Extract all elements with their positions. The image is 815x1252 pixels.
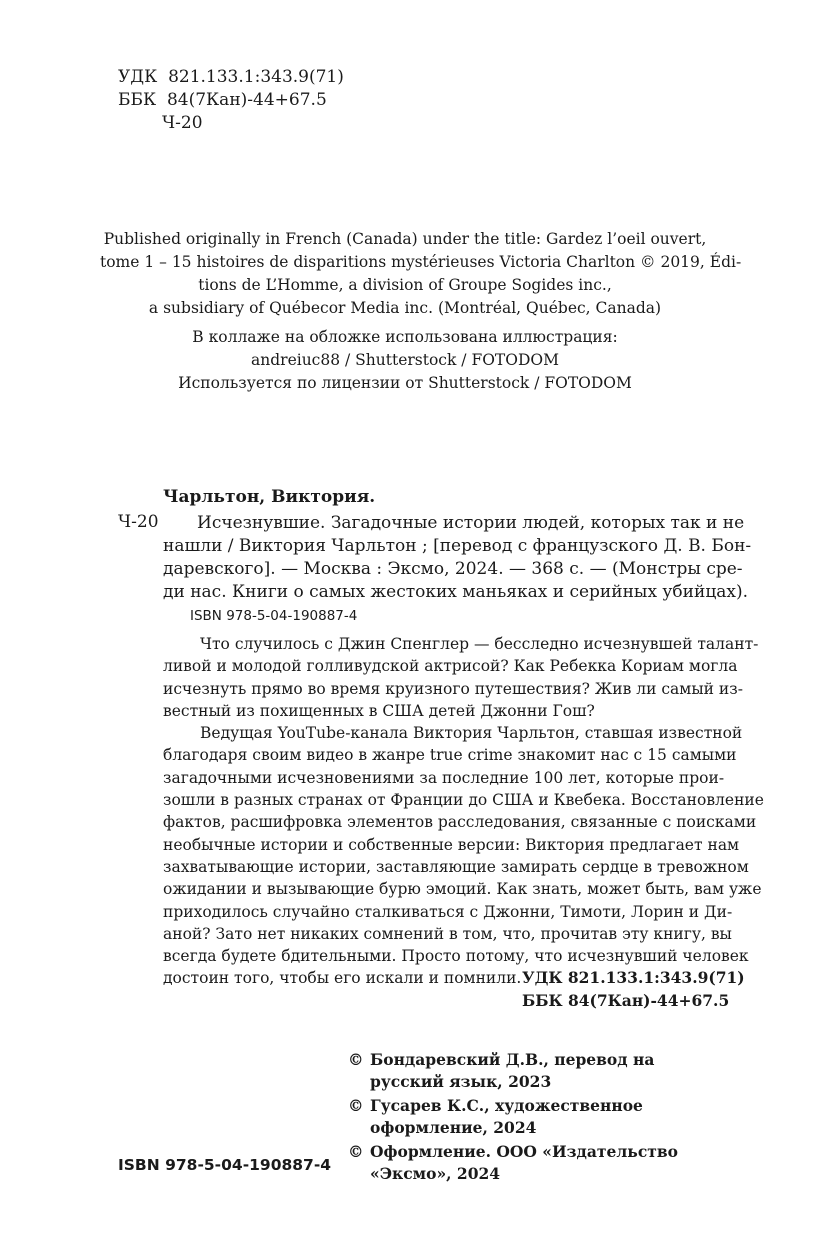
annotation-line: загадочными исчезновениями за последние 100 лет, которые прои-: [163, 768, 725, 787]
annotation-line: захватывающие истории, заставляющие замирать сердце в тревожном: [163, 857, 749, 876]
annotation-line: благодаря своим видео в жанре true crime знакомит нас с 15 самыми: [163, 746, 737, 765]
biblio-line: Исчезнувшие. Загадочные истории людей, которых так и не: [197, 513, 745, 533]
book-author: Чарльтон, Виктория.: [163, 487, 376, 507]
notice-line: a subsidiary of Québecor Media inc. (Montréal, Québec, Canada): [148, 299, 662, 317]
udk-code: УДК 821.133.1:343.9(71): [118, 67, 344, 87]
notice-line: Published originally in French (Canada) under the title: Gardez l’oeil ouvert,: [103, 230, 707, 248]
biblio-line: нашли / Виктория Чарльтон ; [перевод с французского Д. В. Бон-: [163, 536, 752, 556]
notice-line: tome 1 – 15 histoires de disparitions mystérieuses Victoria Charlton © 2019, Édi-: [100, 253, 742, 271]
copyright-text: Бондаревский Д.В., перевод на русский язык, 2023: [370, 1050, 655, 1091]
copyright-text: Гусарев К.С., художественное оформление, 2024: [370, 1096, 643, 1137]
annotation-line: исчезнуть прямо во время круизного путешествия? Жив ли самый из-: [163, 679, 743, 698]
illustration-credit: [100, 326, 710, 395]
notice-line: tions de L’Homme, a division of Groupe Sogides inc.,: [198, 276, 612, 294]
annotation-line: всегда будете бдительными. Просто потому, что исчезнувший человек: [163, 947, 749, 966]
copyright-symbol: ©: [348, 1142, 364, 1161]
original-publication-notice: [100, 228, 742, 320]
credit-line: Используется по лицензии от Shutterstock / FOTODOM: [178, 374, 632, 392]
bibliographic-description: [163, 512, 752, 604]
annotation-line: ожидании и вызывающие бурю эмоций. Как знать, может быть, вам уже: [163, 880, 762, 899]
annotation-line: Ведущая YouTube-канала Виктория Чарльтон, ставшая известной: [200, 724, 743, 743]
credit-line: В коллаже на обложке использована иллюстрация:: [192, 328, 618, 346]
annotation-line: вестный из похищенных в США детей Джонни Гош?: [163, 701, 595, 720]
biblio-line: даревского]. — Москва : Эксмо, 2024. — 368 с. — (Монстры сре-: [163, 559, 743, 579]
footer-classification: [522, 966, 745, 1012]
footer-bbk: ББК 84(7Кан)-44+67.5: [522, 991, 730, 1010]
copyright-symbol: ©: [348, 1096, 364, 1115]
annotation-line: необычные истории и собственные версии: Виктория предлагает нам: [163, 835, 740, 854]
copyright-symbol: ©: [348, 1050, 364, 1069]
bbk-code: ББК 84(7Кан)-44+67.5: [118, 90, 327, 110]
isbn-bottom: ISBN 978-5-04-190887-4: [118, 1156, 332, 1174]
copyright-entry: [348, 1049, 718, 1093]
author-code: Ч-20: [118, 512, 159, 532]
credit-line: andreiuc88 / Shutterstock / FOTODOM: [251, 351, 559, 369]
annotation-line: фактов, расшифровка элементов расследования, связанные с поисками: [163, 813, 757, 832]
annotation-line: достоин того, чтобы его искали и помнили.: [163, 969, 522, 988]
copyright-block: [348, 1049, 718, 1187]
author-mark: Ч-20: [162, 113, 203, 133]
copyright-entry: [348, 1095, 718, 1139]
annotation: [163, 633, 764, 990]
annotation-line: Что случилось с Джин Спенглер — бесследно исчезнувшей талант-: [200, 635, 759, 653]
copyright-entry: [348, 1141, 718, 1185]
biblio-line: ди нас. Книги о самых жестоких маньяках и серийных убийцах).: [163, 582, 749, 602]
annotation-line: зошли в разных странах от Франции до США и Квебека. Восстановление: [163, 791, 764, 810]
copyright-text: Оформление. ООО «Издательство «Эксмо», 2024: [370, 1142, 678, 1183]
footer-udk: УДК 821.133.1:343.9(71): [522, 968, 745, 987]
annotation-line: аной? Зато нет никаких сомнений в том, что, прочитав эту книгу, вы: [163, 924, 732, 943]
annotation-line: приходилось случайно сталкиваться с Джонни, Тимоти, Лорин и Ди-: [163, 902, 733, 921]
isbn-in-description: ISBN 978-5-04-190887-4: [190, 608, 358, 624]
annotation-line: ливой и молодой голливудской актрисой? Как Ребекка Кориам могла: [163, 657, 738, 676]
classification-block: [118, 66, 344, 135]
